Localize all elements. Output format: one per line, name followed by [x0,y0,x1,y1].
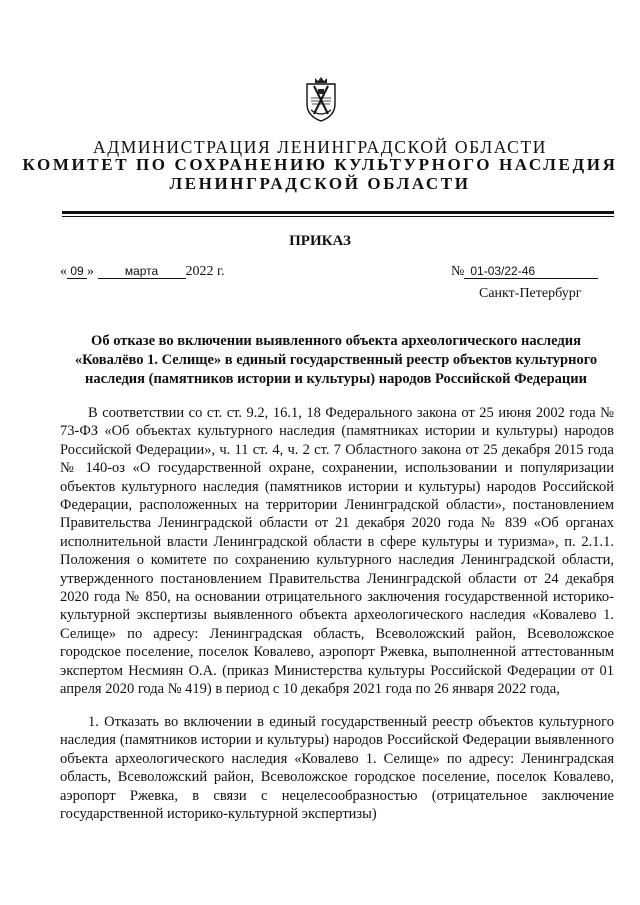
header-divider-thick [62,211,614,214]
document-type-title: ПРИКАЗ [289,233,351,249]
date-year: 2022 [185,264,214,279]
date-year-suffix: г. [217,264,225,279]
number-value: 01-03/22-46 [464,264,598,279]
city-name: Санкт-Петербург [479,286,582,301]
header-administration: АДМИНИСТРАЦИЯ ЛЕНИНГРАДСКОЙ ОБЛАСТИ [93,137,547,157]
date-day: 09 [67,264,87,279]
header-region: ЛЕНИНГРАДСКОЙ ОБЛАСТИ [169,174,471,193]
coat-of-arms-icon [303,76,339,122]
date-open-quote: « [60,264,67,279]
preamble-paragraph [60,404,614,699]
date-close-quote: » [87,264,94,279]
order-number [451,264,598,280]
number-label: № [451,264,465,279]
order-subject: Об отказе во включении выявленного объекта археологического наследия «Ковалёво 1. Селище» в единый государственный реестр объектов культурного наследия (памятников истории и культуры) народов Российской Федерации [74,333,598,387]
order-date [60,264,225,280]
header-divider-thin [62,216,614,217]
clause-paragraph [60,713,614,823]
header-committee: КОМИТЕТ ПО СОХРАНЕНИЮ КУЛЬТУРНОГО НАСЛЕДИЯ [22,155,618,174]
date-month: марта [98,264,186,279]
paragraph-text: 1. Отказать во включении в единый государственный реестр объектов культурного наследия (памятников истории и культуры) народов Российской Федерации выявленного объекта археологического наследия «Ковалево 1. Селище» по адресу: Ленинградская область, Всеволожский район, Всеволожское городское поселение, поселок Ковалево, аэропорт Ржевка, в связи с нецелесообразностью (отрицательное заключение государственной историко-культурной экспертизы) [60,714,614,823]
paragraph-text: В соответствии со ст. ст. 9.2, 16.1, 18 Федерального закона от 25 июня 2002 года № 73-ФЗ «Об объектах культурного наследия (памятниках истории и культуры) народов Российской Федерации», ч. 11 ст. 4, ч. 2 ст. 7 Областного закона от 25 декабря 2015 года № 140-оз «О государственной охране, сохранении, использовании и популяризации объектов культурного наследия (памятников истории и культуры) народов Российской Федерации, расположенных на территории Ленинградской области», постановлением Правительства Ленинградской области от 21 декабря 2020 года № 839 «Об органах исполнительной власти Ленинградской области в сфере культуры и туризма», п. 2.1.1. Положения о комитете по сохранению культурного наследия Ленинградской области, утвержденного постановлением Правительства Ленинградской области от 24 декабря 2020 года № 850, на основании отрицательного заключения государственной историко-культурной экспертизы выявленного объекта археологического наследия «Ковалево 1. Селище» по адресу: Ленинградская область, Всеволожский район, Всеволожское городское поселение, поселок Ковалево, аэропорт Ржевка, выполненной аттестованным экспертом Несмиян О.А. (приказ Министерства культуры Российской Федерации от 01 апреля 2020 года № 419) в период с 10 декабря 2021 года по 26 января 2022 года, [60,405,614,698]
